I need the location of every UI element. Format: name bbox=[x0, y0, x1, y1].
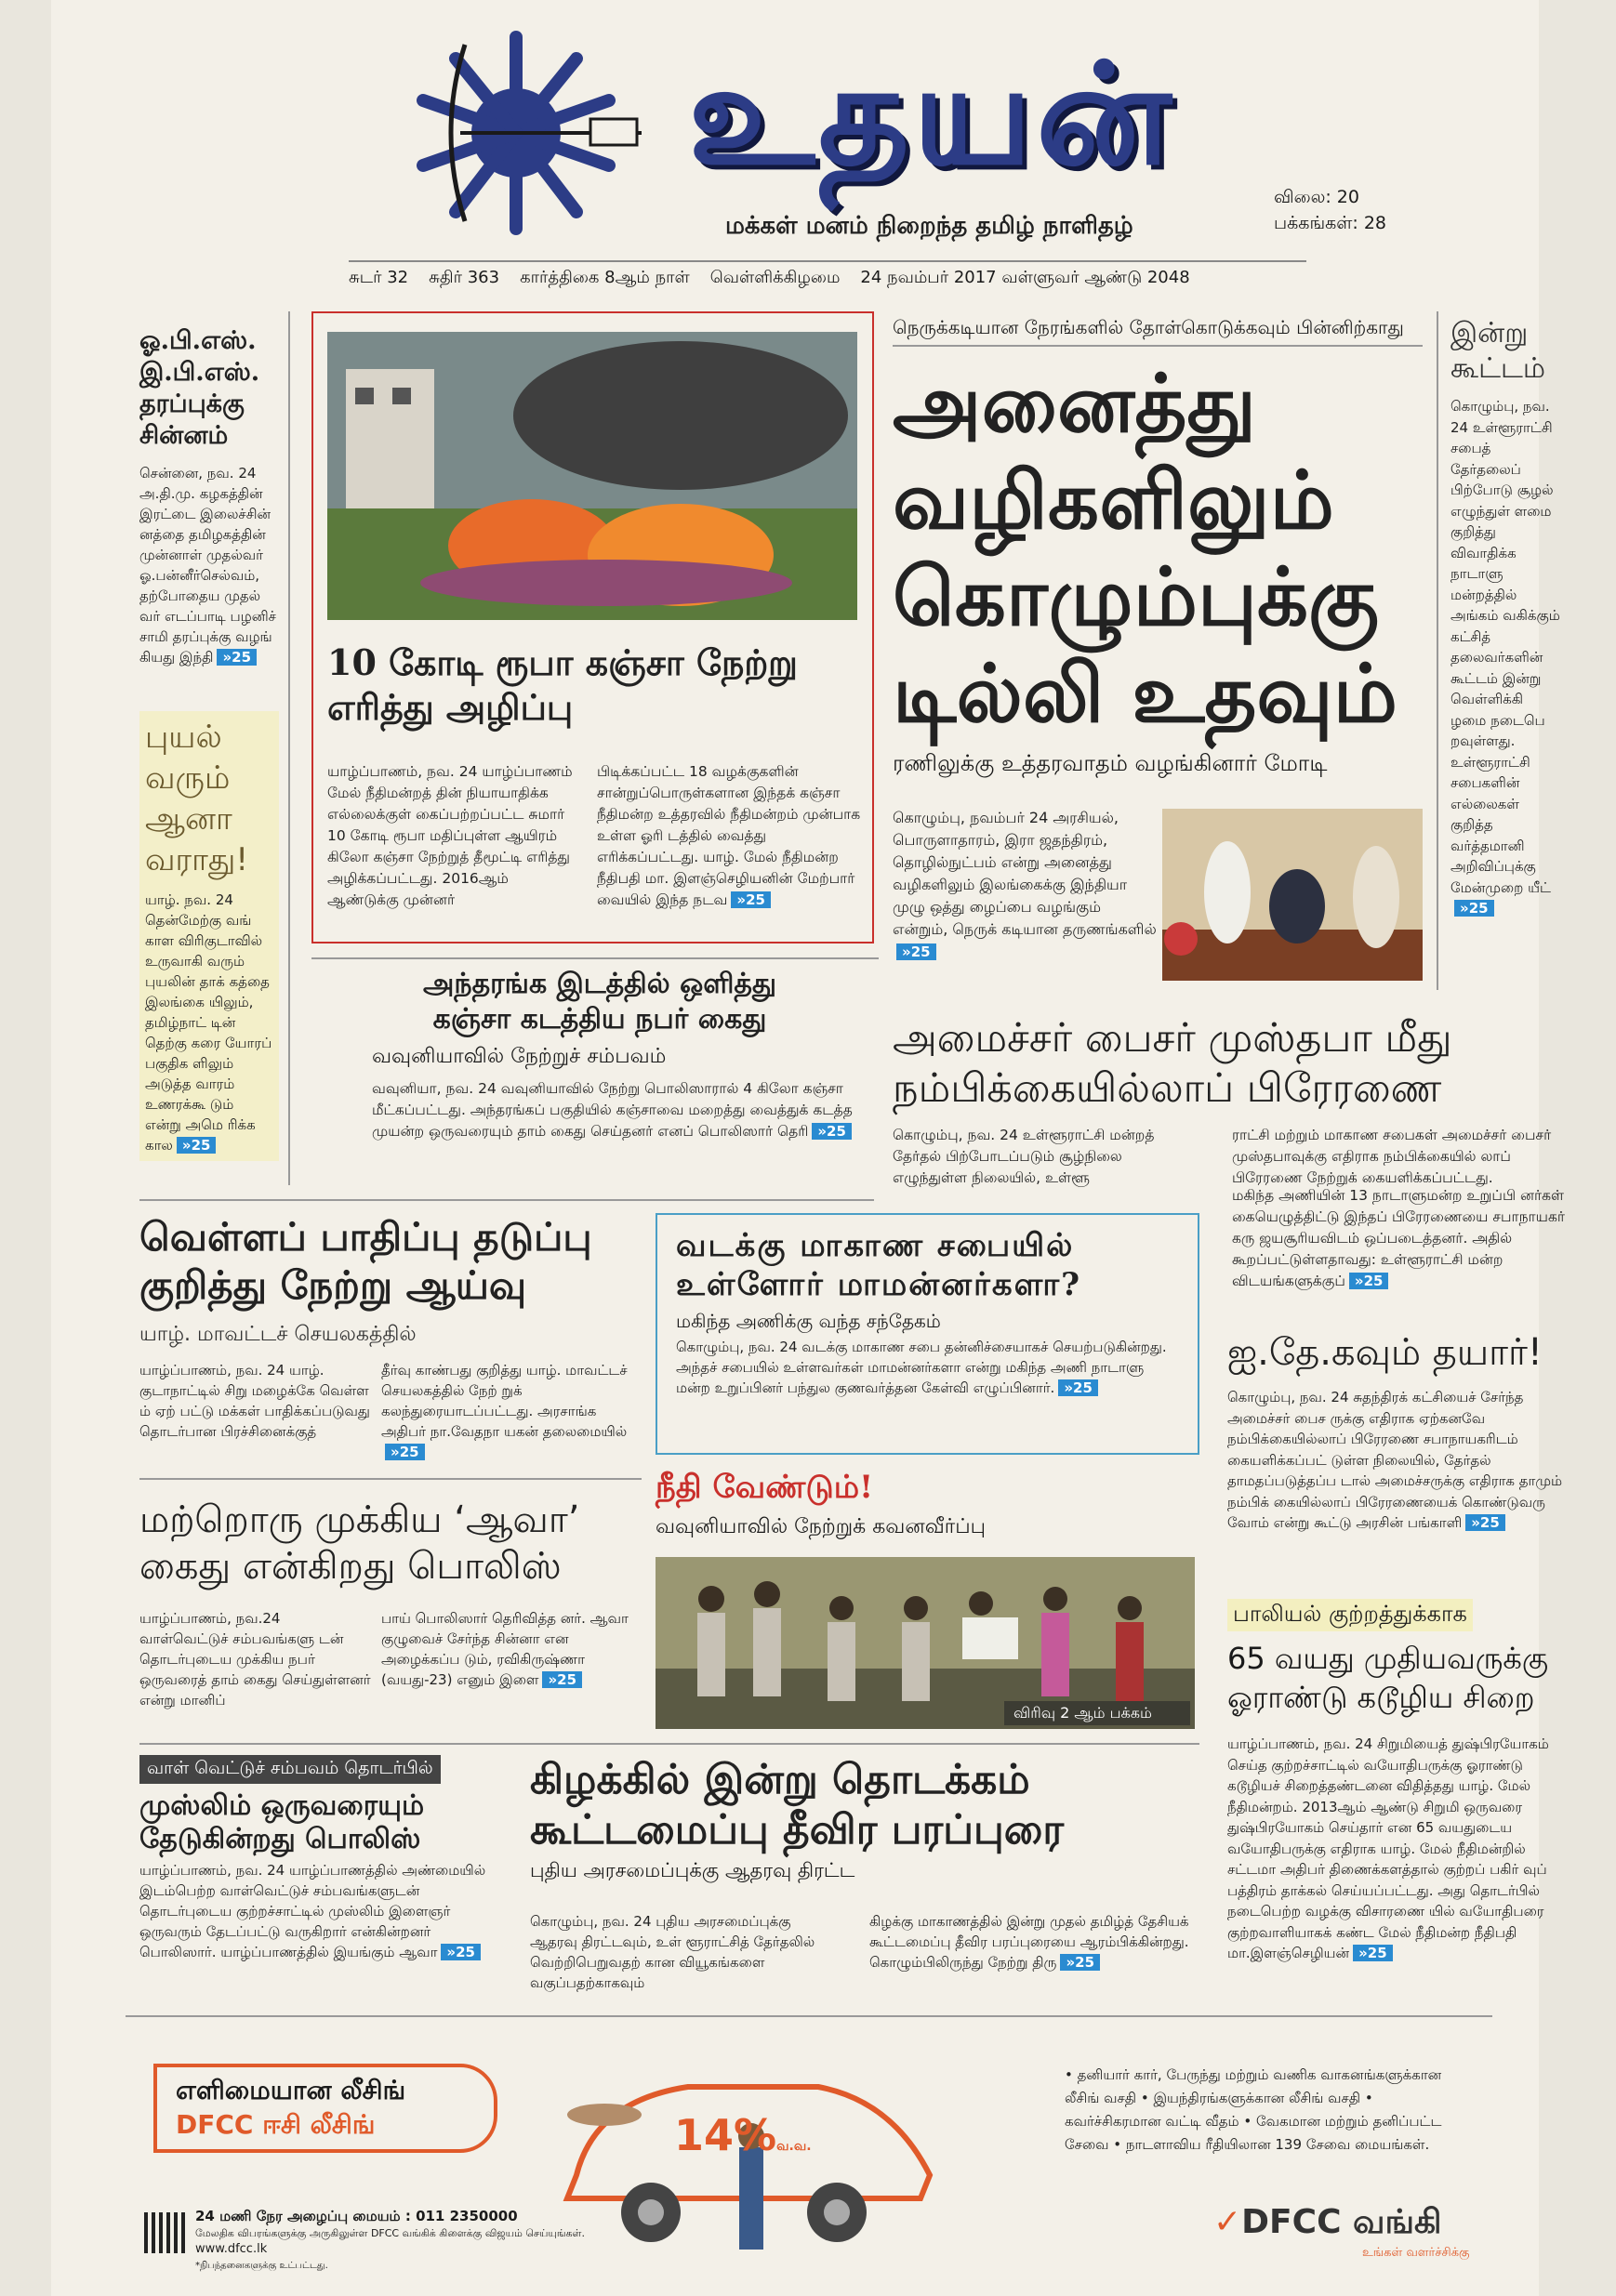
lead-story bbox=[893, 316, 1423, 960]
headline: ஓ.பி.எஸ். இ.பி.எஸ். தரப்புக்கு சின்னம் bbox=[139, 326, 260, 450]
body-text: யாழ்ப்பாணம், நவ. 24 சிறுமியைத் துஷ்பிரயோகம் செய்த குற்றச்சாட்டில் வயோதிபருக்கு ஓராண்டு கடூழியச் சிறைத்தண்டனை விதித்தது யாழ். மேல் நீதிமன்றம். 2013ஆம் ஆண்டு சிறுமி ஒருவரை துஷ்பிரயோகம் செய்தார் என 65 வயதுடைய வயோதிபருக்கு எதிராக யாழ். மேல் நீதிமன்றில் சட்டமா அதிபர் திணைக்களத்தால் குற்றப் பகிர் வுப் பத்திரம் தாக்கல் செய்யப்பட்டது. அது தொடர்பில் நடைபெற்ற வழக்கு விசாரணை யில் வயோதிபரை குற்றவாளியாகக் கண்ட மேல் நீதிமன்ற நீதிபதி மா.இளஞ்செழியன் bbox=[1227, 1735, 1549, 1961]
story-body bbox=[372, 1078, 879, 1142]
body-text: யாழ். நவ. 24 தென்மேற்கு வங் காள விரிகுடாவில் உருவாகி வரும் புயலின் தாக் கத்தை இலங்கை யிலும், தமிழ்நாட் டின் தெற்கு கரை யோரப் பகுதிக ளிலும் அடுத்த வாரம் உணரக்கூ டும் என்று அமெ ரிக்க கால bbox=[145, 891, 272, 1154]
dateline-item: சுடர் 32 bbox=[349, 268, 409, 287]
headline-line: அனைத்து bbox=[893, 357, 1256, 451]
more-link[interactable]: »25 bbox=[542, 1671, 582, 1688]
subheadline: மகிந்த அணிக்கு வந்த சந்தேகம் bbox=[676, 1310, 941, 1332]
price-box bbox=[1274, 184, 1386, 236]
story-body bbox=[381, 1360, 632, 1462]
abuse-story bbox=[1227, 1599, 1571, 1964]
tagline: மக்கள் மனம் நிறைந்த தமிழ் நாளிதழ் bbox=[725, 212, 1133, 240]
body-text: கொழும்பு, நவ. 24 சுதந்திரக் கட்சியைச் சேர்ந்த அமைச்சர் பைச ருக்கு எதிராக ஏற்கனவே நம்பிக்கையில்லாப் பிரேரணை சபாநாயகரிடம் கையளிக்கப்பட் டுள்ள நிலையில், தேர்தல் தாமதப்படுத்தப்ப டால் அமைச்சருக்கு எதிராக தாமும் நம்பிக் கையில்லாப் பிரேரணையைக் கொண்டுவரு வோம் என்று கூட்டு அரசின் பங்காளி bbox=[1227, 1389, 1563, 1531]
headline-line: தேடுகின்றது பொலிஸ் bbox=[139, 1823, 421, 1855]
ad-tag-line1: எளிமையான லீசிங் bbox=[176, 2075, 406, 2105]
body-text: சென்னை, நவ. 24 அ.தி.மு. கழகத்தின் இரட்டை இலைச்சின் னத்தை தமிழகத்தின் முன்னாள் முதல்வர் ஓ.பன்னீர்செல்வம், தற்போதைய முதல் வர் எடப்பாடி பழனிச் சாமி தரப்புக்கு வழங் கியது இந்தி bbox=[139, 465, 276, 666]
section-rule bbox=[311, 957, 879, 959]
story-body: கொழும்பு, நவ. 24 புதிய அரசமைப்புக்கு ஆதரவு திரட்டவும், உள் ளூராட்சித் தேர்தலில் வெற்றிபெறுவதற் கான வியூகங்களை வகுப்பதற்காகவும் bbox=[530, 1913, 815, 1991]
kicker: வாள் வெட்டுச் சம்பவம் தொடர்பில் bbox=[139, 1755, 441, 1784]
headline-line: கைது என்கிறது பொலிஸ் bbox=[139, 1545, 562, 1588]
headline-line: உள்ளோர் மாமன்னர்களா? bbox=[676, 1266, 1082, 1303]
more-link[interactable]: »25 bbox=[1058, 1379, 1098, 1396]
more-link[interactable]: »25 bbox=[1454, 900, 1494, 917]
dfcc-advert[interactable] bbox=[126, 2015, 1492, 2285]
headline-line: கூட்டமைப்பு தீவிர பரப்புரை bbox=[530, 1806, 1065, 1854]
story-body: யாழ்ப்பாணம், நவ.24 வாள்வெட்டுச் சம்பவங்களு டன் தொடர்புடைய முக்கிய நபர் ஒருவரைத் தாம் கைது செய்துள்ளனர் என்று மானிப் bbox=[139, 1610, 371, 1709]
column-rule bbox=[1437, 311, 1438, 990]
unp-story bbox=[1227, 1329, 1571, 1534]
headline: புயல் வரும் ஆனா வராது! bbox=[145, 719, 248, 878]
section-rule bbox=[139, 1199, 874, 1201]
muslim-suspect-story bbox=[139, 1755, 511, 1962]
body-text: பிடிக்கப்பட்ட 18 வழக்குகளின் சான்றுப்பொருள்களான இந்தக் கஞ்சா நீதிமன்ற உத்தரவில் நீதிமன்றம் முன்பாக உள்ள ஓரி டத்தில் வைத்து எரிக்கப்பட்டது. யாழ். மேல் நீதிமன்ற நீதிபதி மா. இளஞ்செழியனின் மேற்பார் வையில் இந்த நடவ bbox=[597, 763, 861, 908]
dateline-item: கார்த்திகை 8ஆம் நாள் bbox=[520, 268, 690, 287]
subheadline: புதிய அரசமைப்புக்கு ஆதரவு திரட்ட bbox=[530, 1859, 855, 1881]
qr-code-icon bbox=[144, 2212, 185, 2253]
more-link[interactable]: »25 bbox=[1060, 1954, 1100, 1971]
column-rule bbox=[288, 311, 290, 1185]
lead-headline bbox=[893, 356, 1423, 743]
photo-caption: விரிவு 2 ஆம் பக்கம் bbox=[1013, 1704, 1152, 1722]
page-count: பக்கங்கள்: 28 bbox=[1274, 213, 1387, 233]
masthead-title: உதயன் bbox=[688, 33, 1175, 196]
right-story-1 bbox=[1450, 316, 1562, 919]
story-body: யாழ்ப்பாணம், நவ. 24 யாழ்ப்பாணம் மேல் நீதிமன்றத் தின் நியாயாதிக்க எல்லைக்குள் கைப்பற்றப்பட்ட சுமார் 10 கோடி ரூபா மதிப்புள்ள ஆயிரம் கிலோ கஞ்சா நேற்றுத் தீமூட்டி எரித்து அழிக்கப்பட்டது. 2016ஆம் ஆண்டுக்கு முன்னர் bbox=[327, 763, 573, 908]
section-rule bbox=[139, 1478, 642, 1480]
aava-arrest-story bbox=[139, 1497, 637, 1709]
price: விலை: 20 bbox=[1274, 187, 1359, 207]
body-text: கொழும்பு, நவம்பர் 24 அரசியல், பொருளாதாரம், இரா ஜதந்திரம், தொழில்நுட்பம் என்று அனைத்து வழிகளிலும் இலங்கைக்கு இந்தியா முழு ஒத்து ழைப்பை வழங்கும் என்றும், நெருக் கடியான தருணங்களில் bbox=[893, 809, 1157, 938]
kicker: பாலியல் குற்றத்துக்காக bbox=[1227, 1599, 1473, 1631]
headline-line: குறித்து நேற்று ஆய்வு bbox=[139, 1262, 527, 1308]
story-body bbox=[139, 1860, 511, 1962]
rate-unit: வ.வ. bbox=[776, 2139, 812, 2154]
more-link[interactable]: »25 bbox=[441, 1944, 481, 1960]
ganja-story bbox=[311, 311, 874, 943]
subheadline: வவுனியாவில் நேற்றுச் சம்பவம் bbox=[372, 1045, 667, 1068]
body-text: யாழ்ப்பாணம், நவ. 24 யாழ்ப்பாணத்தில் அண்மையில் இடம்பெற்ற வாள்வெட்டுச் சம்பவங்களுடன் தொடர்புடைய குற்றச்சாட்டில் முஸ்லிம் இளைஞர் ஒருவரும் தேடப்பட்டு வருகிறார் என்கின்றனர் பொலிஸார். யாழ்ப்பாணத்தில் இயங்கும் ஆவா bbox=[139, 1862, 486, 1960]
more-link[interactable]: »25 bbox=[812, 1123, 852, 1140]
story-body bbox=[145, 890, 273, 1155]
dfcc-logo bbox=[1213, 2203, 1442, 2246]
body-text: கிழக்கு மாகாணத்தில் இன்று முதல் தமிழ்த் தேசியக் கூட்டமைப்பு தீவிர பரப்புரையை ஆரம்பிக்கின்றது. கொழும்பிலிருந்து நேற்று திரு bbox=[869, 1913, 1189, 1971]
brand-tagline: உங்கள் வளர்ச்சிக்கு bbox=[1362, 2246, 1470, 2260]
fire-photo bbox=[327, 332, 857, 620]
headline-line: அந்தரங்க இடத்தில் ஒளித்து bbox=[423, 968, 776, 1000]
more-link[interactable]: »25 bbox=[1465, 1514, 1505, 1531]
more-link[interactable]: »25 bbox=[896, 943, 936, 960]
sun-emblem-icon bbox=[409, 26, 651, 240]
more-link[interactable]: »25 bbox=[1349, 1273, 1389, 1289]
headline-line: 65 வயது முதியவருக்கு bbox=[1227, 1641, 1549, 1676]
modi-photo bbox=[1162, 809, 1423, 981]
justice-protest-story bbox=[656, 1469, 1199, 1729]
headline bbox=[1227, 1639, 1571, 1717]
ad-website[interactable]: www.dfcc.lk bbox=[195, 2242, 268, 2256]
headline-line: மற்றொரு முக்கிய ‘ஆவா’ bbox=[139, 1498, 580, 1541]
headline-line: வெள்ளப் பாதிப்பு தடுப்பு bbox=[139, 1214, 592, 1260]
body-text: பாய் பொலிஸார் தெரிவித்த னர். ஆவா குழுவைச் சேர்ந்த சின்னா என அழைக்கப்ப டும், ரவிகிருஷ்ணா (வயது-23) எனும் இளை bbox=[381, 1610, 629, 1688]
body-text: தீர்வு காண்பது குறித்து யாழ். மாவட்டச் செயலகத்தில் நேற் றுக் கலந்துரையாடப்பட்டது. அரசாங்க அதிபர் நா.வேதநா யகன் தலைமையில் bbox=[381, 1362, 628, 1440]
subheadline: வவுனியாவில் நேற்றுக் கவனவீர்ப்பு bbox=[656, 1515, 986, 1538]
headline-line: அமைச்சர் பைசர் முஸ்தபா மீது bbox=[893, 1015, 1452, 1062]
dateline-item: 24 நவம்பர் 2017 வள்ளுவர் ஆண்டு 2048 bbox=[860, 268, 1190, 287]
headline: ஐ.தே.கவும் தயார்! bbox=[1227, 1331, 1543, 1374]
headline bbox=[139, 1497, 637, 1590]
more-link[interactable]: »25 bbox=[385, 1444, 425, 1460]
body-text: கொழும்பு, நவ. 24 வடக்கு மாகாண சபை தன்னிச்சையாகச் செயற்படுகின்றது. அந்தச் சபையில் உள்ளவர்கள் மாமன்னர்களா என்று மகிந்த அணி நாடாளு மன்ற உறுப்பினர் பந்துல குணவர்த்தன கேள்வி எழுப்பினார். bbox=[676, 1339, 1167, 1396]
rate-value: 14% bbox=[674, 2110, 777, 2160]
story-body bbox=[869, 1911, 1199, 1973]
ad-features: • தனியார் கார், பேருந்து மற்றும் வணிக வாகனங்களுக்கான லீசிங் வசதி • இயந்திரங்களுக்கான லீசிங் வசதி • கவர்ச்சிகரமான வட்டி வீதம் • வேகமான மற்றும் தனிப்பட்ட சேவை • நாடளாவிய ரீதியிலான 139 சேவை மையங்கள். bbox=[1065, 2066, 1442, 2153]
fire-photo-image bbox=[327, 332, 857, 620]
story-body bbox=[676, 1337, 1179, 1398]
ad-fine-print: *நிபந்தனைகளுக்கு உட்பட்டது. bbox=[195, 2261, 328, 2271]
more-link[interactable]: »25 bbox=[177, 1137, 217, 1154]
headline-line: கஞ்சா கடத்திய நபர் கைது bbox=[432, 1003, 767, 1036]
masthead bbox=[409, 26, 1302, 254]
story-body bbox=[1227, 1387, 1571, 1534]
kicker: நெருக்கடியான நேரங்களில் தோள்கொடுக்கவும் பின்னிற்காது bbox=[893, 316, 1423, 347]
dateline-item: சுதிர் 363 bbox=[429, 268, 500, 287]
northern-council-story bbox=[656, 1213, 1199, 1455]
headline bbox=[139, 1789, 511, 1856]
body-text: மகிந்த அணியின் 13 நாடாளுமன்ற உறுப்பி னர்கள் கையெழுத்திட்டு இந்தப் பிரேரணையை சபாநாயகர் கரு ஜயசூரியவிடம் ஒப்படைத்தனர். அதில் கூறப்பட்டுள்ளதாவது: உள்ளூராட்சி மன்ற விடயங்களுக்குப் bbox=[1232, 1187, 1565, 1289]
headline-line: கொழும்புக்கு bbox=[893, 550, 1379, 644]
story-body bbox=[139, 463, 279, 667]
headline: 10 கோடி ரூபா கஞ்சா நேற்று எரித்து அழிப்பு bbox=[327, 641, 798, 728]
left-story-1 bbox=[139, 325, 279, 667]
hidden-ganja-story bbox=[321, 967, 879, 1142]
headline bbox=[893, 1013, 1571, 1114]
body-text: வவுனியா, நவ. 24 வவுனியாவில் நேற்று பொலிஸாரால் 4 கிலோ கஞ்சா மீட்கப்பட்டது. அந்தரங்கப் பகுதியில் கஞ்சாவை மறைத்து வைத்துக் கடத்த முயன்ற ஒருவரையும் தாம் கைது செய்தனர் எனப் பொலிஸார் தெரி bbox=[372, 1080, 853, 1140]
headline bbox=[530, 1755, 1199, 1855]
headline-line: ஓராண்டு கடூழிய சிறை bbox=[1227, 1680, 1535, 1715]
dateline bbox=[349, 260, 1306, 289]
dfcc-check-icon: ✓ bbox=[1213, 2203, 1242, 2241]
protest-photo bbox=[656, 1557, 1195, 1729]
story-body bbox=[1450, 396, 1562, 919]
more-link[interactable]: »25 bbox=[1353, 1945, 1393, 1961]
section-rule bbox=[139, 1743, 1199, 1745]
story-body bbox=[893, 807, 1158, 963]
ad-note: மேலதிக விபரங்களுக்கு அருகிலுள்ள DFCC வங்கிக் கிளைக்கு விஜயம் செய்யுங்கள். bbox=[195, 2227, 585, 2239]
story-body: யாழ்ப்பாணம், நவ. 24 யாழ். குடாநாட்டில் சிறு மழைக்கே வெள்ள ம் ஏற் பட்டு மக்கள் பாதிக்கப்படுவது தொடர்பான பிரச்சினைக்குத் bbox=[139, 1362, 370, 1440]
body-text: கொழும்பு, நவ. 24 உள்ளூராட்சி சபைத் தேர்தலைப் பிற்போடு சூழல் எழுந்துள் ளமை குறித்து விவாதிக்க நாடாளு மன்றத்தில் அங்கம் வகிக்கும் கட்சித் தலைவர்களின் கூட்டம் இன்று வெள்ளிக்கி ழமை நடைபெ றவுள்ளது. உள்ளூராட்சி சபைகளின் எல்லைகள் குறித்த வர்த்தமானி அறிவிப்புக்கு மேன்முறை யீட் bbox=[1450, 398, 1560, 896]
modi-photo-image bbox=[1162, 809, 1423, 981]
ad-rate bbox=[674, 2110, 812, 2160]
subheadline: யாழ். மாவட்டச் செயலகத்தில் bbox=[139, 1323, 417, 1346]
headline: நீதி வேண்டும்! bbox=[656, 1469, 874, 1506]
story-body bbox=[1227, 1734, 1571, 1964]
headline-line: முஸ்லிம் ஒருவரையும் bbox=[139, 1789, 425, 1822]
east-campaign-story bbox=[530, 1755, 1199, 1991]
story-body bbox=[597, 761, 862, 911]
headline bbox=[676, 1226, 1179, 1304]
headline-line: கிழக்கில் இன்று தொடக்கம் bbox=[530, 1756, 1030, 1803]
story-body bbox=[381, 1608, 632, 1690]
ad-tag-line2: DFCC ஈசி லீசிங் bbox=[176, 2109, 376, 2140]
headline-line: வழிகளிலும் bbox=[893, 454, 1334, 548]
left-story-2 bbox=[139, 711, 279, 1161]
headline-line: டில்லி உதவும் bbox=[893, 647, 1397, 741]
story-body: கொழும்பு, நவ. 24 உள்ளூராட்சி மன்றத் தேர்தல் பிற்போடப்படும் சூழ்நிலை எழுந்துள்ள நிலையில், உள்ளூ bbox=[893, 1127, 1155, 1186]
ad-tag bbox=[153, 2064, 497, 2153]
more-link[interactable]: »25 bbox=[217, 649, 257, 666]
minister-story bbox=[893, 1013, 1571, 1289]
ad-hotline: 24 மணி நேர அழைப்பு மையம் : 011 2350000 bbox=[195, 2208, 518, 2224]
story-body: ராட்சி மற்றும் மாகாண சபைகள் அமைச்சர் பைசர் முஸ்தபாவுக்கு எதிராக நம்பிக்கையில் லாப் பிரேரணை நேற்றுக் கையளிக்கப்பட்டது. bbox=[1232, 1127, 1552, 1186]
headline-line: நம்பிக்கையில்லாப் பிரேரணை bbox=[893, 1065, 1442, 1112]
flood-story bbox=[139, 1213, 637, 1460]
headline bbox=[321, 967, 879, 1037]
headline: இன்று கூட்டம் bbox=[1450, 317, 1545, 385]
story-body bbox=[1232, 1185, 1571, 1292]
subheadline: ரணிலுக்கு உத்தரவாதம் வழங்கினார் மோடி bbox=[893, 750, 1328, 776]
headline-line: வடக்கு மாகாண சபையில் bbox=[676, 1227, 1075, 1264]
dateline-item: வெள்ளிக்கிழமை bbox=[709, 268, 841, 287]
brand-name: DFCC வங்கி bbox=[1241, 2203, 1442, 2241]
more-link[interactable]: »25 bbox=[731, 891, 771, 908]
headline bbox=[139, 1213, 637, 1310]
